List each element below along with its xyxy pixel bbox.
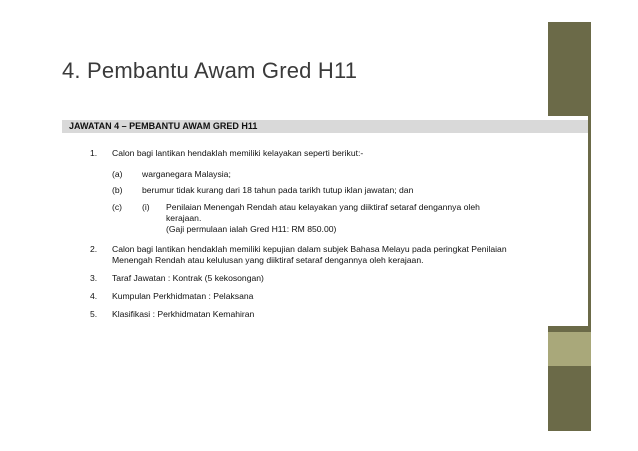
item-number: 4. [90,291,98,301]
side-band-top [548,0,591,22]
document-header [62,120,588,133]
item-number: 5. [90,309,98,319]
item-text-cont: Menengah Rendah atau kelulusan yang diiktiraf setaraf dengannya oleh kerajaan. [112,255,424,265]
sub-label: (c) [112,202,123,212]
item-text: Taraf Jawatan : Kontrak (5 kekosongan) [112,273,264,283]
side-band-light [548,332,591,366]
slide-title: 4. Pembantu Awam Gred H11 [62,58,358,83]
sub-text: Penilaian Menengah Rendah atau kelayakan yang diiktiraf setaraf dengannya oleh [166,202,480,212]
sub-text-cont: kerajaan. [166,213,202,223]
item-text: Kumpulan Perkhidmatan : Pelaksana [112,291,254,301]
document-excerpt [62,116,588,326]
sub-label: (a) [112,169,123,179]
salary-note: (Gaji permulaan ialah Gred H11: RM 850.00) [166,224,337,234]
sub-text: berumur tidak kurang dari 18 tahun pada tarikh tutup iklan jawatan; dan [142,185,414,195]
item-number: 2. [90,244,98,254]
item-text: Klasifikasi : Perkhidmatan Kemahiran [112,309,255,319]
item-number: 1. [90,148,98,158]
side-band-bottom [548,366,591,431]
item-number: 3. [90,273,98,283]
sub-text: warganegara Malaysia; [142,169,231,179]
item-text: Calon bagi lantikan hendaklah memiliki kepujian dalam subjek Bahasa Melayu pada peringkat Penilaian [112,244,507,254]
item-text: Calon bagi lantikan hendaklah memiliki kelayakan seperti berikut:- [112,148,364,158]
sub-sub-label: (i) [142,202,150,212]
document-header-text: JAWATAN 4 – PEMBANTU AWAM GRED H11 [69,121,258,131]
sub-label: (b) [112,185,123,195]
